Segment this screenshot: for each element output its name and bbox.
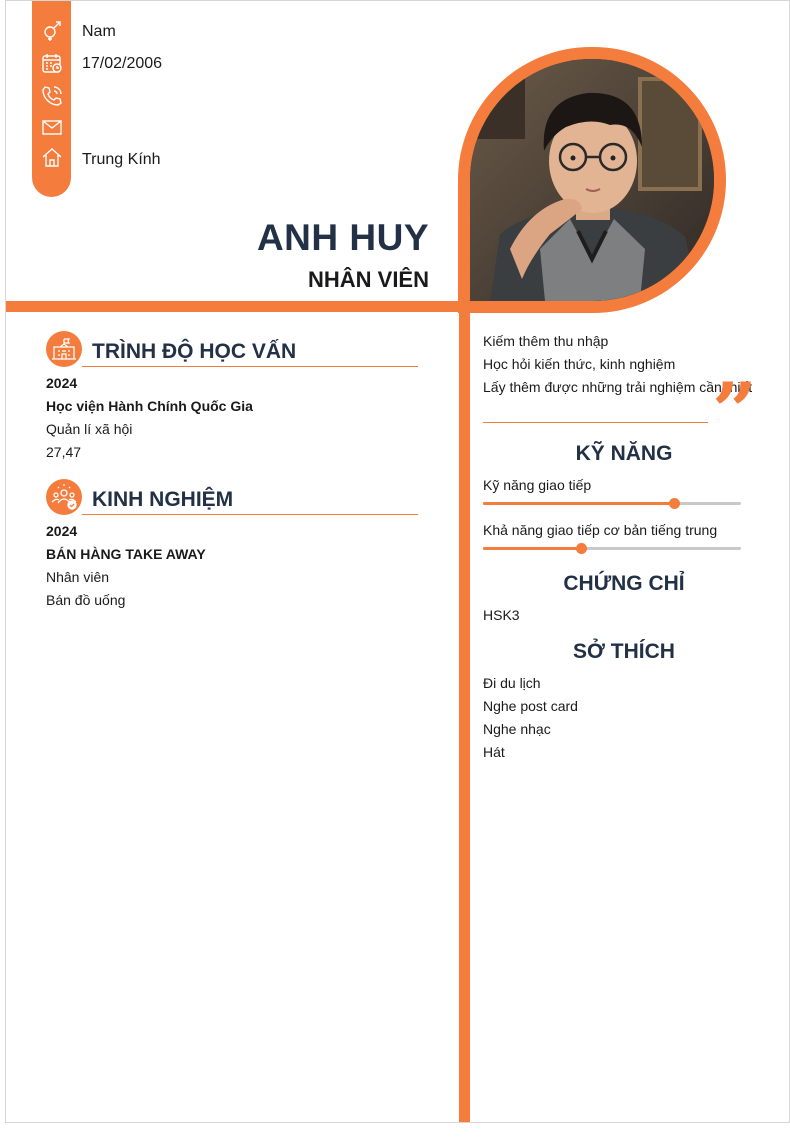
address-text: Trung Kính [82,151,161,168]
experience-company: BÁN HÀNG TAKE AWAY [46,546,206,562]
cv-page [5,0,790,1123]
skill-level-bar [483,502,741,505]
profile-photo [470,59,714,301]
skill-level-knob [669,498,680,509]
education-score: 27,47 [46,444,82,460]
objective-underline [483,422,708,423]
quote-icon: ” [712,366,757,457]
experience-position: Nhân viên [46,569,110,585]
skill-level-fill [483,502,674,505]
skill-level-fill [483,547,581,550]
skill-name: Khả năng giao tiếp cơ bản tiếng trung [483,522,718,538]
team-icon [46,479,82,515]
education-school: Học viện Hành Chính Quốc Gia [46,398,253,414]
school-icon [46,331,82,367]
gender-text: Nam [82,23,116,40]
phone-icon [40,84,64,108]
experience-year: 2024 [46,523,78,539]
horizontal-divider [6,301,472,312]
education-underline [82,366,418,367]
skill-level-bar [483,547,741,550]
home-icon [40,146,64,170]
certificate-item: HSK3 [483,607,520,623]
hobby-item: Đi du lịch [483,675,541,691]
objective-item: Lấy thêm được những trải nghiệm cần thiết [483,379,753,395]
certificates-title: CHỨNG CHỈ [563,572,685,595]
dob-text: 17/02/2006 [82,55,163,72]
profile-name: ANH HUY [256,217,429,258]
education-title: TRÌNH ĐỘ HỌC VẤN [92,340,297,363]
mail-icon [40,115,64,139]
objective-item: Kiếm thêm thu nhập [483,333,609,349]
gender-icon [40,19,64,43]
skill-level-knob [576,543,587,554]
hobby-item: Hát [483,744,505,760]
objective-item: Học hỏi kiến thức, kinh nghiệm [483,356,676,372]
hobbies-title: SỞ THÍCH [573,640,675,663]
skills-title: KỸ NĂNG [575,442,673,465]
contact-strip [32,1,71,197]
experience-title: KINH NGHIỆM [92,488,234,511]
experience-underline [82,514,418,515]
skill-name: Kỹ năng giao tiếp [483,477,592,493]
vertical-divider [459,301,470,1123]
experience-description: Bán đồ uống [46,592,126,608]
hobby-item: Nghe post card [483,698,578,714]
profile-role: NHÂN VIÊN [307,267,429,292]
education-year: 2024 [46,375,78,391]
calendar-icon [40,51,64,75]
hobby-item: Nghe nhạc [483,721,551,737]
education-major: Quản lí xã hội [46,421,133,437]
